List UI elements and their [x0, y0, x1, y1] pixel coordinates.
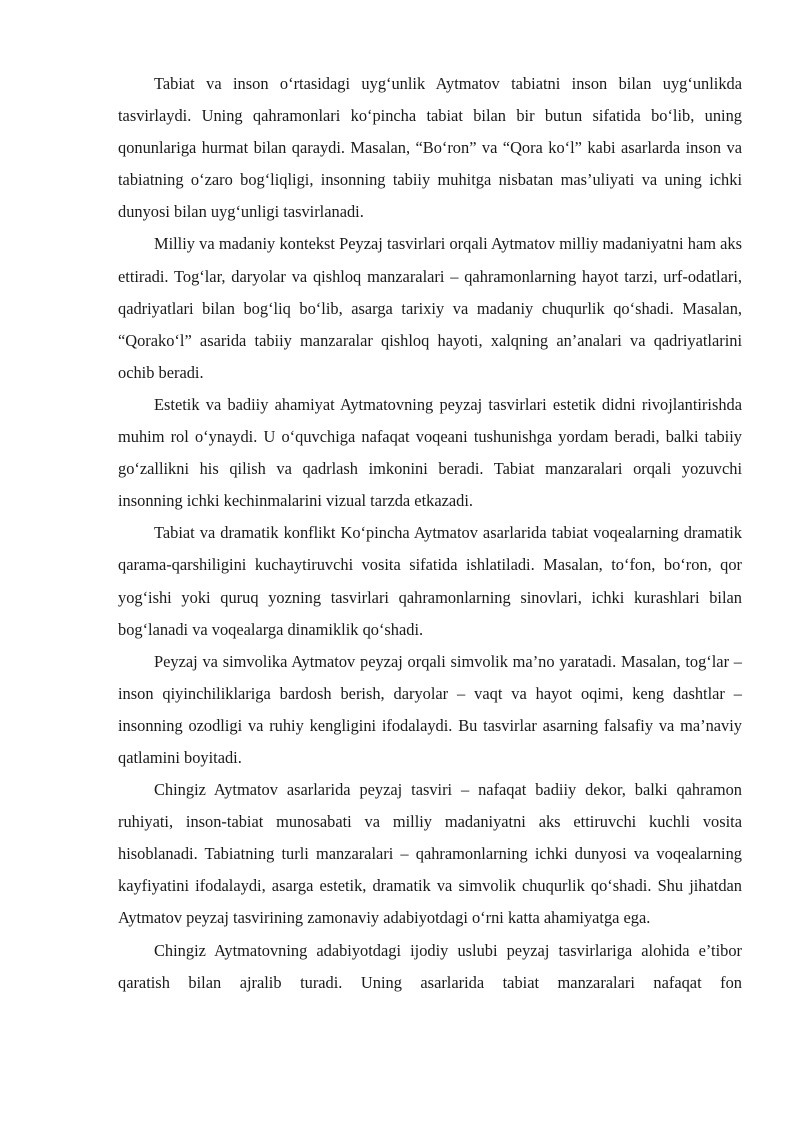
paragraph-dramatic-conflict: Tabiat va dramatik konflikt Ko‘pincha Aytmatov asarlarida tabiat voqealarning dramatik qarama-qarshiligini kuchaytiruvchi vosita sifatida ishlatiladi. Masalan, to‘fon, bo‘ron, qor yog‘ishi yoki quruq yozning tasvirlari qahramonlarning sinovlari, ichki kurashlari bilan bog‘lanadi va voqealarga dinamiklik qo‘shadi. [118, 523, 742, 639]
paragraph-harmony: Tabiat va inson o‘rtasidagi uyg‘unlik Aytmatov tabiatni inson bilan uyg‘unlikda tasvirlaydi. Uning qahramonlari ko‘pincha tabiat bilan bir butun sifatida bo‘lib, uning qonunlariga hurmat bilan qaraydi. Masalan, “Bo‘ron” va “Qora ko‘l” kabi asarlarda inson va tabiatning o‘zaro bog‘liqligi, insonning tabiiy muhitga nisbatan mas’uliyati va uning ichki dunyosi bilan uyg‘unligi tasvirlanadi. [118, 74, 742, 222]
document-page [118, 68, 742, 999]
paragraph-aesthetic: Estetik va badiiy ahamiyat Aytmatovning peyzaj tasvirlari estetik didni rivojlantirishda muhim rol o‘ynaydi. U o‘quvchiga nafaqat voqeani tushunishga yordam beradi, balki tabiiy go‘zallikni his qilish va qadrlash imkonini beradi. Tabiat manzaralari orqali yozuvchi insonning ichki kechinmalarini vizual tarzda etkazadi. [118, 394, 742, 511]
paragraph-national-context: Milliy va madaniy kontekst Peyzaj tasvirlari orqali Aytmatov milliy madaniyatni ham aks ettiradi. Tog‘lar, daryolar va qishloq manzaralari – qahramonlarning hayot tarzi, urf-odatlari, qadriyatlari bilan bog‘liq bo‘lib, asarga tarixiy va madaniy chuqurlik qo‘shadi. Masalan, “Qorako‘l” asarida tabiiy manzaralar qishloq hayoti, xalqning an’analari va qadriyatlarini ochib beradi. [118, 234, 742, 382]
paragraph-conclusion: Chingiz Aytmatov asarlarida peyzaj tasviri – nafaqat badiiy dekor, balki qahramon ruhiyati, inson-tabiat munosabati va milliy madaniyatni aks ettiruvchi kuchli vosita hisoblanadi. Tabiatning turli manzaralari – qahramonlarning ichki dunyosi va voqealarning kayfiyatini ifodalaydi, asarga estetik, dramatik va simvolik chuqurlik qo‘shadi. Shu jihatdan Aytmatov peyzaj tasvirining zamonaviy adabiyotdagi o‘rni katta ahamiyatga ega. [118, 780, 742, 928]
paragraph-creative-style: Chingiz Aytmatovning adabiyotdagi ijodiy uslubi peyzaj tasvirlariga alohida e’tibor qaratish bilan ajralib turadi. Uning asarlarida tabiat manzaralari nafaqat fon [118, 940, 742, 992]
paragraph-symbolism: Peyzaj va simvolika Aytmatov peyzaj orqali simvolik ma’no yaratadi. Masalan, tog‘lar – inson qiyinchiliklariga bardosh berish, daryolar – vaqt va hayot oqimi, keng dashtlar – insonning ozodligi va ruhiy kengligini ifodalaydi. Bu tasvirlar asarning falsafiy va ma’naviy qatlamini boyitadi. [118, 651, 742, 767]
